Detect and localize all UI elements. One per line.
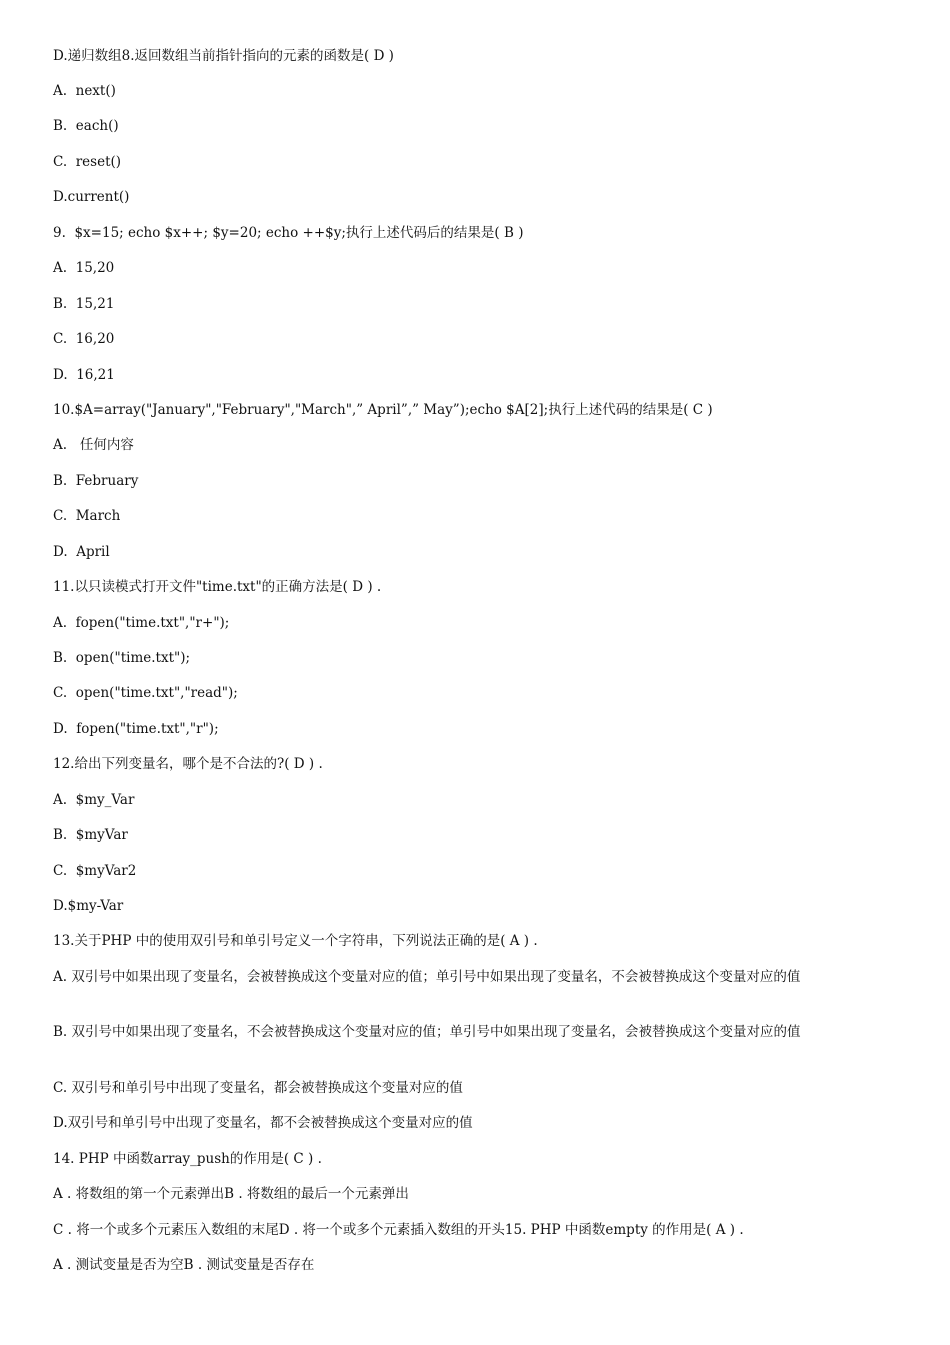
q11-stem: 11.以只读模式打开文件"time.txt"的正确方法是( D ) .	[53, 579, 382, 595]
q10-stem: 10.$A=array("January","February","March",” April”,” May”);echo $A[2];执行上述代码的结果是( C )	[53, 402, 713, 418]
q14-options-ab: A . 将数组的第一个元素弹出B . 将数组的最后一个元素弹出	[53, 1186, 409, 1202]
q12-option-d: D.$my-Var	[53, 898, 124, 914]
q15-options-ab: A . 测试变量是否为空B . 测试变量是否存在	[53, 1257, 315, 1273]
q12-stem: 12.给出下列变量名，哪个是不合法的?( D ) .	[53, 756, 323, 772]
q13-option-b: B. 双引号中如果出现了变量名，不会被替换成这个变量对应的值；单引号中如果出现了变量名，会被替换成这个变量对应的值	[53, 1024, 801, 1040]
q11-option-b: B. open("time.txt");	[53, 650, 191, 666]
q13-option-d: D.双引号和单引号中出现了变量名，都不会被替换成这个变量对应的值	[53, 1115, 473, 1131]
q11-option-c: C. open("time.txt","read");	[53, 685, 238, 701]
q9-option-d: D. 16,21	[53, 367, 115, 383]
q8-option-d: D.current()	[53, 189, 130, 205]
q8-option-b: B. each()	[53, 118, 119, 134]
q9-stem: 9. $x=15; echo $x++; $y=20; echo ++$y;执行上述代码后的结果是( B )	[53, 225, 524, 241]
q12-option-a: A. $my_Var	[53, 792, 135, 808]
q13-stem: 13.关于PHP 中的使用双引号和单引号定义一个字符串，下列说法正确的是( A ) .	[53, 933, 538, 949]
q13-option-c: C. 双引号和单引号中出现了变量名，都会被替换成这个变量对应的值	[53, 1080, 463, 1096]
q14-stem: 14. PHP 中函数array_push的作用是( C ) .	[53, 1151, 322, 1167]
q8-stem: D.递归数组8.返回数组当前指针指向的元素的函数是( D )	[53, 48, 394, 64]
q11-option-a: A. fopen("time.txt","r+");	[53, 615, 230, 631]
q8-option-c: C. reset()	[53, 154, 122, 170]
q14-options-cd-q15-stem: C . 将一个或多个元素压入数组的末尾D . 将一个或多个元素插入数组的开头15. PHP 中函数empty 的作用是( A ) .	[53, 1222, 744, 1238]
q10-option-d: D. April	[53, 544, 110, 560]
q13-option-a: A. 双引号中如果出现了变量名，会被替换成这个变量对应的值；单引号中如果出现了变量名，不会被替换成这个变量对应的值	[53, 969, 801, 985]
q8-option-a: A. next()	[53, 83, 116, 99]
q11-option-d: D. fopen("time.txt","r");	[53, 721, 219, 737]
q9-option-a: A. 15,20	[53, 260, 115, 276]
q10-option-b: B. February	[53, 473, 139, 489]
q12-option-c: C. $myVar2	[53, 863, 137, 879]
q12-option-b: B. $myVar	[53, 827, 128, 843]
q10-option-a: A. 任何内容	[53, 437, 134, 453]
q10-option-c: C. March	[53, 508, 121, 524]
q9-option-b: B. 15,21	[53, 296, 115, 312]
q9-option-c: C. 16,20	[53, 331, 115, 347]
